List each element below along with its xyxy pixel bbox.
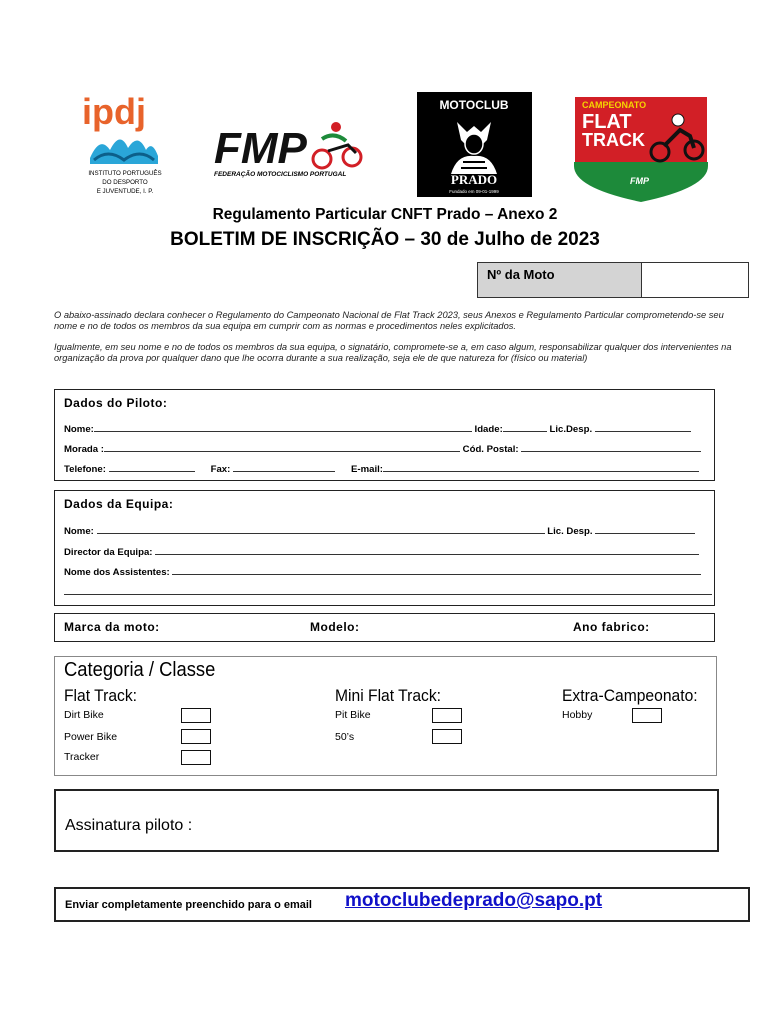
motorcycle-year-label: Ano fabrico: xyxy=(573,620,650,634)
contact-email-link[interactable]: motoclubedeprado@sapo.pt xyxy=(345,890,603,911)
fmp-subtitle: FEDERAÇÃO MOTOCICLISMO PORTUGAL xyxy=(214,171,347,178)
ipdj-line3: E JUVENTUDE, I. P. xyxy=(96,188,154,195)
team-director-label: Director da Equipa: xyxy=(64,547,153,558)
category-section xyxy=(54,656,717,776)
pilot-age-field[interactable] xyxy=(503,422,547,432)
declaration-paragraph-2: Igualmente, em seu nome e no de todos os membros da sua equipa, o signatário, compromete-se a, em caso algum, responsabilizar qualquer dos intervenientes na organização da prova por qualquer dano que lhe ocorra durante a sua realização, seja ele de que natureza for (físico ou material) xyxy=(54,342,732,363)
option-dirt-bike-label: Dirt Bike xyxy=(64,709,104,721)
pilot-phone-label: Telefone: xyxy=(64,464,106,475)
tracker-checkbox[interactable] xyxy=(181,750,211,765)
pilot-name-label: Nome: xyxy=(64,424,94,435)
pilot-address-field[interactable] xyxy=(104,442,460,452)
team-assistants-field-2[interactable] xyxy=(64,585,712,595)
pilot-age-label: Idade: xyxy=(474,424,503,435)
team-assistants-field[interactable] xyxy=(172,565,701,575)
team-data-section xyxy=(54,490,715,606)
prado-name-text: PRADO xyxy=(450,172,498,187)
extra-championship-title: Extra-Campeonato: xyxy=(562,686,698,705)
motorcycle-model-label: Modelo: xyxy=(310,620,360,634)
pilot-postal-field[interactable] xyxy=(521,442,701,452)
declaration-paragraph-1: O abaixo-assinado declara conhecer o Regulamento do Campeonato Nacional de Flat Track 2023, seus Anexos e Regulamento Particular comprometendo-se seu nome e no de todos os membros da sua equipa em cumprir com as normas e procedimentos neles explicitados. xyxy=(54,310,724,331)
option-tracker-label: Tracker xyxy=(64,751,100,763)
flat-track-championship-logo xyxy=(568,92,714,204)
moto-number-box xyxy=(477,262,749,298)
flat-line1-text: FLAT xyxy=(582,111,632,133)
motorcycle-info-section xyxy=(54,613,715,642)
motoclub-prado-logo xyxy=(417,92,532,197)
ipdj-logo xyxy=(80,90,170,195)
flat-top-text: CAMPEONATO xyxy=(582,100,647,110)
signature-section[interactable] xyxy=(54,789,719,852)
pilot-email-field[interactable] xyxy=(383,462,699,472)
fmp-logo xyxy=(210,113,370,183)
registration-form-title: BOLETIM DE INSCRIÇÃO – 30 de Julho de 2023 xyxy=(170,229,600,250)
team-name-field[interactable] xyxy=(97,524,545,534)
option-pit-bike-label: Pit Bike xyxy=(335,709,371,721)
hobby-checkbox[interactable] xyxy=(632,708,662,723)
team-director-field[interactable] xyxy=(155,545,699,555)
moto-number-field[interactable] xyxy=(642,263,748,297)
moto-number-label: Nº da Moto xyxy=(478,263,642,297)
power-bike-checkbox[interactable] xyxy=(181,729,211,744)
pilot-section-title: Dados do Piloto: xyxy=(64,396,168,410)
team-license-field[interactable] xyxy=(595,524,695,534)
team-section-title: Dados da Equipa: xyxy=(64,497,174,511)
pilot-phone-field[interactable] xyxy=(109,462,195,472)
flat-track-title: Flat Track: xyxy=(64,686,138,705)
pilot-license-field[interactable] xyxy=(595,422,691,432)
option-power-bike-label: Power Bike xyxy=(64,731,118,743)
send-instructions-box xyxy=(54,887,750,922)
pilot-email-label: E-mail: xyxy=(351,464,384,475)
prado-top-text: MOTOCLUB xyxy=(439,98,509,112)
signature-label: Assinatura piloto : xyxy=(65,817,193,834)
flat-line2-text: TRACK xyxy=(582,130,645,150)
pilot-name-field[interactable] xyxy=(94,422,472,432)
team-assistants-label: Nome dos Assistentes: xyxy=(64,567,170,578)
pilot-data-section xyxy=(54,389,715,481)
option-50s-label: 50’s xyxy=(335,731,355,743)
category-title: Categoria / Classe xyxy=(64,659,216,681)
team-license-label: Lic. Desp. xyxy=(547,526,593,537)
team-name-label: Nome: xyxy=(64,526,94,537)
send-instructions-label: Enviar completamente preenchido para o email xyxy=(65,899,312,911)
ipdj-line2: DO DESPORTO xyxy=(102,179,148,186)
pilot-fax-field[interactable] xyxy=(233,462,335,472)
pilot-fax-label: Fax: xyxy=(210,464,231,475)
fifties-checkbox[interactable] xyxy=(432,729,462,744)
flat-badge-text: FMP xyxy=(630,176,649,186)
pilot-postal-label: Cód. Postal: xyxy=(462,444,519,455)
ipdj-logo-text: ipdj xyxy=(82,91,146,132)
prado-founded-text: Fundado em 09-01-1999 xyxy=(449,189,499,194)
motorcycle-brand-label: Marca da moto: xyxy=(64,620,160,634)
pilot-address-label: Morada : xyxy=(64,444,104,455)
pilot-license-label: Lic.Desp. xyxy=(549,424,593,435)
regulation-title: Regulamento Particular CNFT Prado – Anexo 2 xyxy=(212,206,558,223)
mini-flat-track-title: Mini Flat Track: xyxy=(335,686,442,705)
option-hobby-label: Hobby xyxy=(562,709,593,721)
dirt-bike-checkbox[interactable] xyxy=(181,708,211,723)
fmp-logo-text: FMP xyxy=(214,124,307,173)
pit-bike-checkbox[interactable] xyxy=(432,708,462,723)
ipdj-line1: INSTITUTO PORTUGUÊS xyxy=(88,170,162,177)
